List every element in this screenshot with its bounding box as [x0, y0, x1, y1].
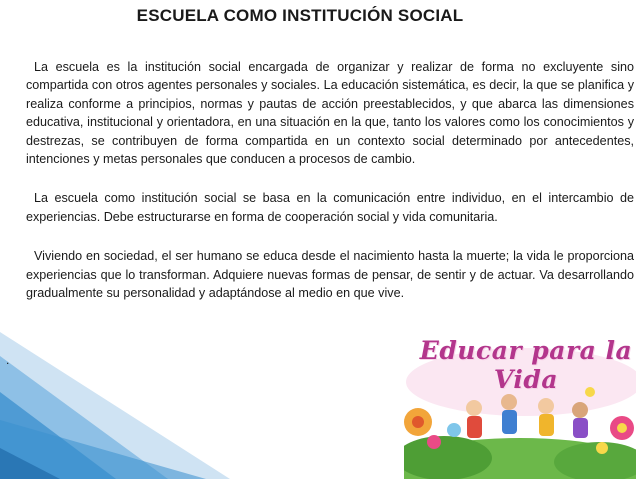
- paragraph-3: Viviendo en sociedad, el ser humano se educa desde el nacimiento hasta la muerte; la vida le proporciona experiencias que lo transforman. Adquiere nuevas formas de pensar, de sentir y de actuar. Va desarrollando gradualmente su personalidad y adaptándose al medio en que vive.: [26, 249, 634, 301]
- illustration-caption: Educar para la Vida: [419, 336, 633, 394]
- page-title: ESCUELA COMO INSTITUCIÓN SOCIAL: [136, 6, 464, 25]
- educar-para-la-vida-illustration: [404, 330, 636, 479]
- paragraph-1: La escuela es la institución social encargada de organizar y realizar de forma no excluyente sino compartida con otros agentes personales y sociales. La educación sistemática, es decir, la que se planifica y realiza conforme a principios, normas y pautas de acción preestablecidos, y que abarca las dimensiones educativa, institucional y orientadora, en una situación en la que, tanto los valores como los conocimientos y destrezas, se contribuyen de forma compartida en un contexto social determinado por antecedentes, intenciones y metas personales que conducen a procesos de cambio.: [26, 60, 634, 167]
- paragraph-2: La escuela como institución social se basa en la comunicación entre individuo, en el intercambio de experiencias. Debe estructurarse en forma de cooperación social y vida comunitaria.: [26, 191, 634, 224]
- bullet-marker: .: [6, 353, 10, 367]
- body-text: [26, 58, 634, 323]
